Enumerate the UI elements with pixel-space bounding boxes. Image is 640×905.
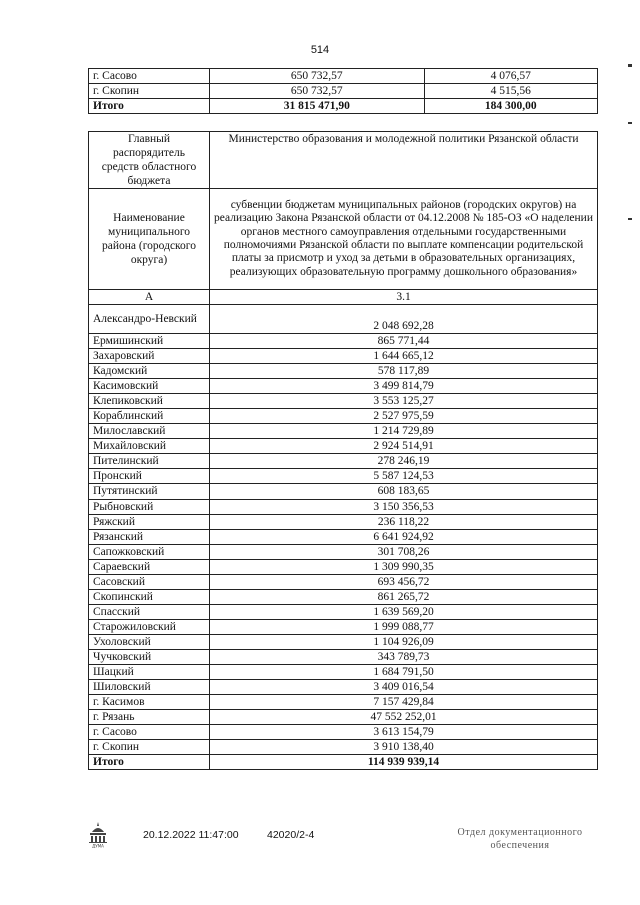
column-code-a: А: [89, 290, 210, 305]
subvention-amount: 1 214 729,89: [210, 424, 598, 439]
municipality-name: Ряжский: [89, 514, 210, 529]
subvention-amount: 236 118,22: [210, 514, 598, 529]
municipality-name: Чучковский: [89, 649, 210, 664]
subvention-amount: 2 048 692,28: [210, 305, 598, 334]
municipality-name: г. Рязань: [89, 710, 210, 725]
subvention-amount: 1 104 926,09: [210, 634, 598, 649]
municipality-name: Рыбновский: [89, 499, 210, 514]
subvention-amount: 693 456,72: [210, 574, 598, 589]
municipality-name: г. Сасово: [89, 725, 210, 740]
table-row: [89, 84, 598, 99]
subvention-amount: 5 587 124,53: [210, 469, 598, 484]
subvention-amount: 3 499 814,79: [210, 379, 598, 394]
table-row: [89, 514, 598, 529]
table-row: [89, 484, 598, 499]
table-row: [89, 379, 598, 394]
table-row: [89, 680, 598, 695]
municipality-name: Ухоловский: [89, 634, 210, 649]
table-row: [89, 695, 598, 710]
table-row: [89, 499, 598, 514]
table-row: [89, 454, 598, 469]
table-row: [89, 439, 598, 454]
scan-edge-mark: [628, 218, 632, 220]
table-row: [89, 334, 598, 349]
subvention-amount: 861 265,72: [210, 589, 598, 604]
municipality-name: Михайловский: [89, 439, 210, 454]
subvention-amount: 2 924 514,91: [210, 439, 598, 454]
subvention-amount: 6 641 924,92: [210, 529, 598, 544]
subvention-amount: 3 910 138,40: [210, 740, 598, 755]
subvention-amount: 343 789,73: [210, 649, 598, 664]
subvention-amount: 1 309 990,35: [210, 559, 598, 574]
municipality-name: Александро-Невский: [89, 305, 210, 334]
municipality-name: Шиловский: [89, 680, 210, 695]
total-label: Итого: [89, 755, 210, 770]
municipality-name: Кадомский: [89, 364, 210, 379]
total-value-2: 184 300,00: [424, 99, 597, 114]
subvention-amount: 1 639 569,20: [210, 604, 598, 619]
table-row: [89, 725, 598, 740]
subvention-amount: 1 644 665,12: [210, 349, 598, 364]
total-row: [89, 755, 598, 770]
subvention-amount: 865 771,44: [210, 334, 598, 349]
subvention-amount: 7 157 429,84: [210, 695, 598, 710]
table-row: [89, 649, 598, 664]
subvention-amount: 578 117,89: [210, 364, 598, 379]
table-row: [89, 740, 598, 755]
header-subvention-description: субвенции бюджетам муниципальных районов (городских округов) на реализацию Закона Рязанской области от 04.12.2008 № 185-ОЗ «О наделении органов местного самоуправления отдельными государственными полномочиями Рязанской области по выплате компенсации родительской платы за присмотр и уход за детьми в образовательных организациях, реализующих образовательную программу дошкольного образования»: [210, 189, 598, 290]
municipality-name: Сасовский: [89, 574, 210, 589]
stamp-line-1: Отдел документационного: [457, 827, 583, 838]
municipality-name: Захаровский: [89, 349, 210, 364]
municipality-name: Сапожковский: [89, 544, 210, 559]
header-ministry-name: Министерство образования и молодежной политики Рязанской области: [210, 132, 598, 189]
subvention-amount: 278 246,19: [210, 454, 598, 469]
municipality-name: Скопинский: [89, 589, 210, 604]
amount-value-1: 650 732,57: [210, 84, 425, 99]
subvention-amount: 1 999 088,77: [210, 619, 598, 634]
footer-datetime: 20.12.2022 11:47:00: [143, 829, 239, 841]
subvention-amount: 1 684 791,50: [210, 665, 598, 680]
duma-logo: [86, 820, 110, 848]
table-row: [89, 305, 598, 334]
municipality-name: Ермишинский: [89, 334, 210, 349]
municipality-name: Рязанский: [89, 529, 210, 544]
amount-value-1: 650 732,57: [210, 69, 425, 84]
header-distributor-label: Главный распорядитель средств областного бюджета: [89, 132, 210, 189]
municipality-name: Спасский: [89, 604, 210, 619]
municipality-name: Пителинский: [89, 454, 210, 469]
municipality-name: Кораблинский: [89, 409, 210, 424]
svg-text:ДУМА: ДУМА: [92, 843, 104, 848]
table-row: [89, 634, 598, 649]
municipality-name: Старожиловский: [89, 619, 210, 634]
table-row: [89, 409, 598, 424]
municipality-name: г. Сасово: [89, 69, 210, 84]
subvention-amount: 47 552 252,01: [210, 710, 598, 725]
table-row: [89, 364, 598, 379]
header-row-distributor: [89, 132, 598, 189]
amount-value-2: 4 515,56: [424, 84, 597, 99]
table-row: [89, 424, 598, 439]
table-row: [89, 604, 598, 619]
table-row: [89, 574, 598, 589]
subvention-amount: 3 553 125,27: [210, 394, 598, 409]
table-row: [89, 349, 598, 364]
amount-value-2: 4 076,57: [424, 69, 597, 84]
footer-doc-code: 42020/2-4: [267, 829, 315, 841]
scan-edge-mark: [628, 122, 632, 124]
total-row: [89, 99, 598, 114]
municipality-name: Путятинский: [89, 484, 210, 499]
table-row: [89, 529, 598, 544]
subvention-amount: 3 150 356,53: [210, 499, 598, 514]
scan-edge-mark: [628, 64, 632, 67]
table-row: [89, 665, 598, 680]
municipality-name: г. Касимов: [89, 695, 210, 710]
table-row: [89, 69, 598, 84]
subvention-amount: 3 409 016,54: [210, 680, 598, 695]
page-number: 514: [310, 44, 330, 56]
department-stamp: [440, 826, 600, 852]
subvention-amount: 608 183,65: [210, 484, 598, 499]
table-row: [89, 710, 598, 725]
subvention-amount: 301 708,26: [210, 544, 598, 559]
table-row: [89, 469, 598, 484]
stamp-line-2: обеспечения: [490, 840, 550, 851]
municipality-name: Пронский: [89, 469, 210, 484]
table-row: [89, 589, 598, 604]
municipality-name: Милославский: [89, 424, 210, 439]
subvention-amount: 3 613 154,79: [210, 725, 598, 740]
table-row: [89, 544, 598, 559]
subvention-table: [88, 131, 598, 770]
total-value-1: 31 815 471,90: [210, 99, 425, 114]
header-row-column-codes: [89, 290, 598, 305]
total-label: Итого: [89, 99, 210, 114]
top-summary-table: [88, 68, 598, 114]
column-code-3-1: 3.1: [210, 290, 598, 305]
table-row: [89, 559, 598, 574]
municipality-name: г. Скопин: [89, 84, 210, 99]
municipality-name: г. Скопин: [89, 740, 210, 755]
table-row: [89, 394, 598, 409]
total-amount: 114 939 939,14: [210, 755, 598, 770]
subvention-amount: 2 527 975,59: [210, 409, 598, 424]
municipality-name: Клепиковский: [89, 394, 210, 409]
municipality-name: Касимовский: [89, 379, 210, 394]
municipality-name: Сараевский: [89, 559, 210, 574]
table-row: [89, 619, 598, 634]
header-row-municipality: [89, 189, 598, 290]
header-municipality-label: Наименование муниципального района (городского округа): [89, 189, 210, 290]
municipality-name: Шацкий: [89, 665, 210, 680]
